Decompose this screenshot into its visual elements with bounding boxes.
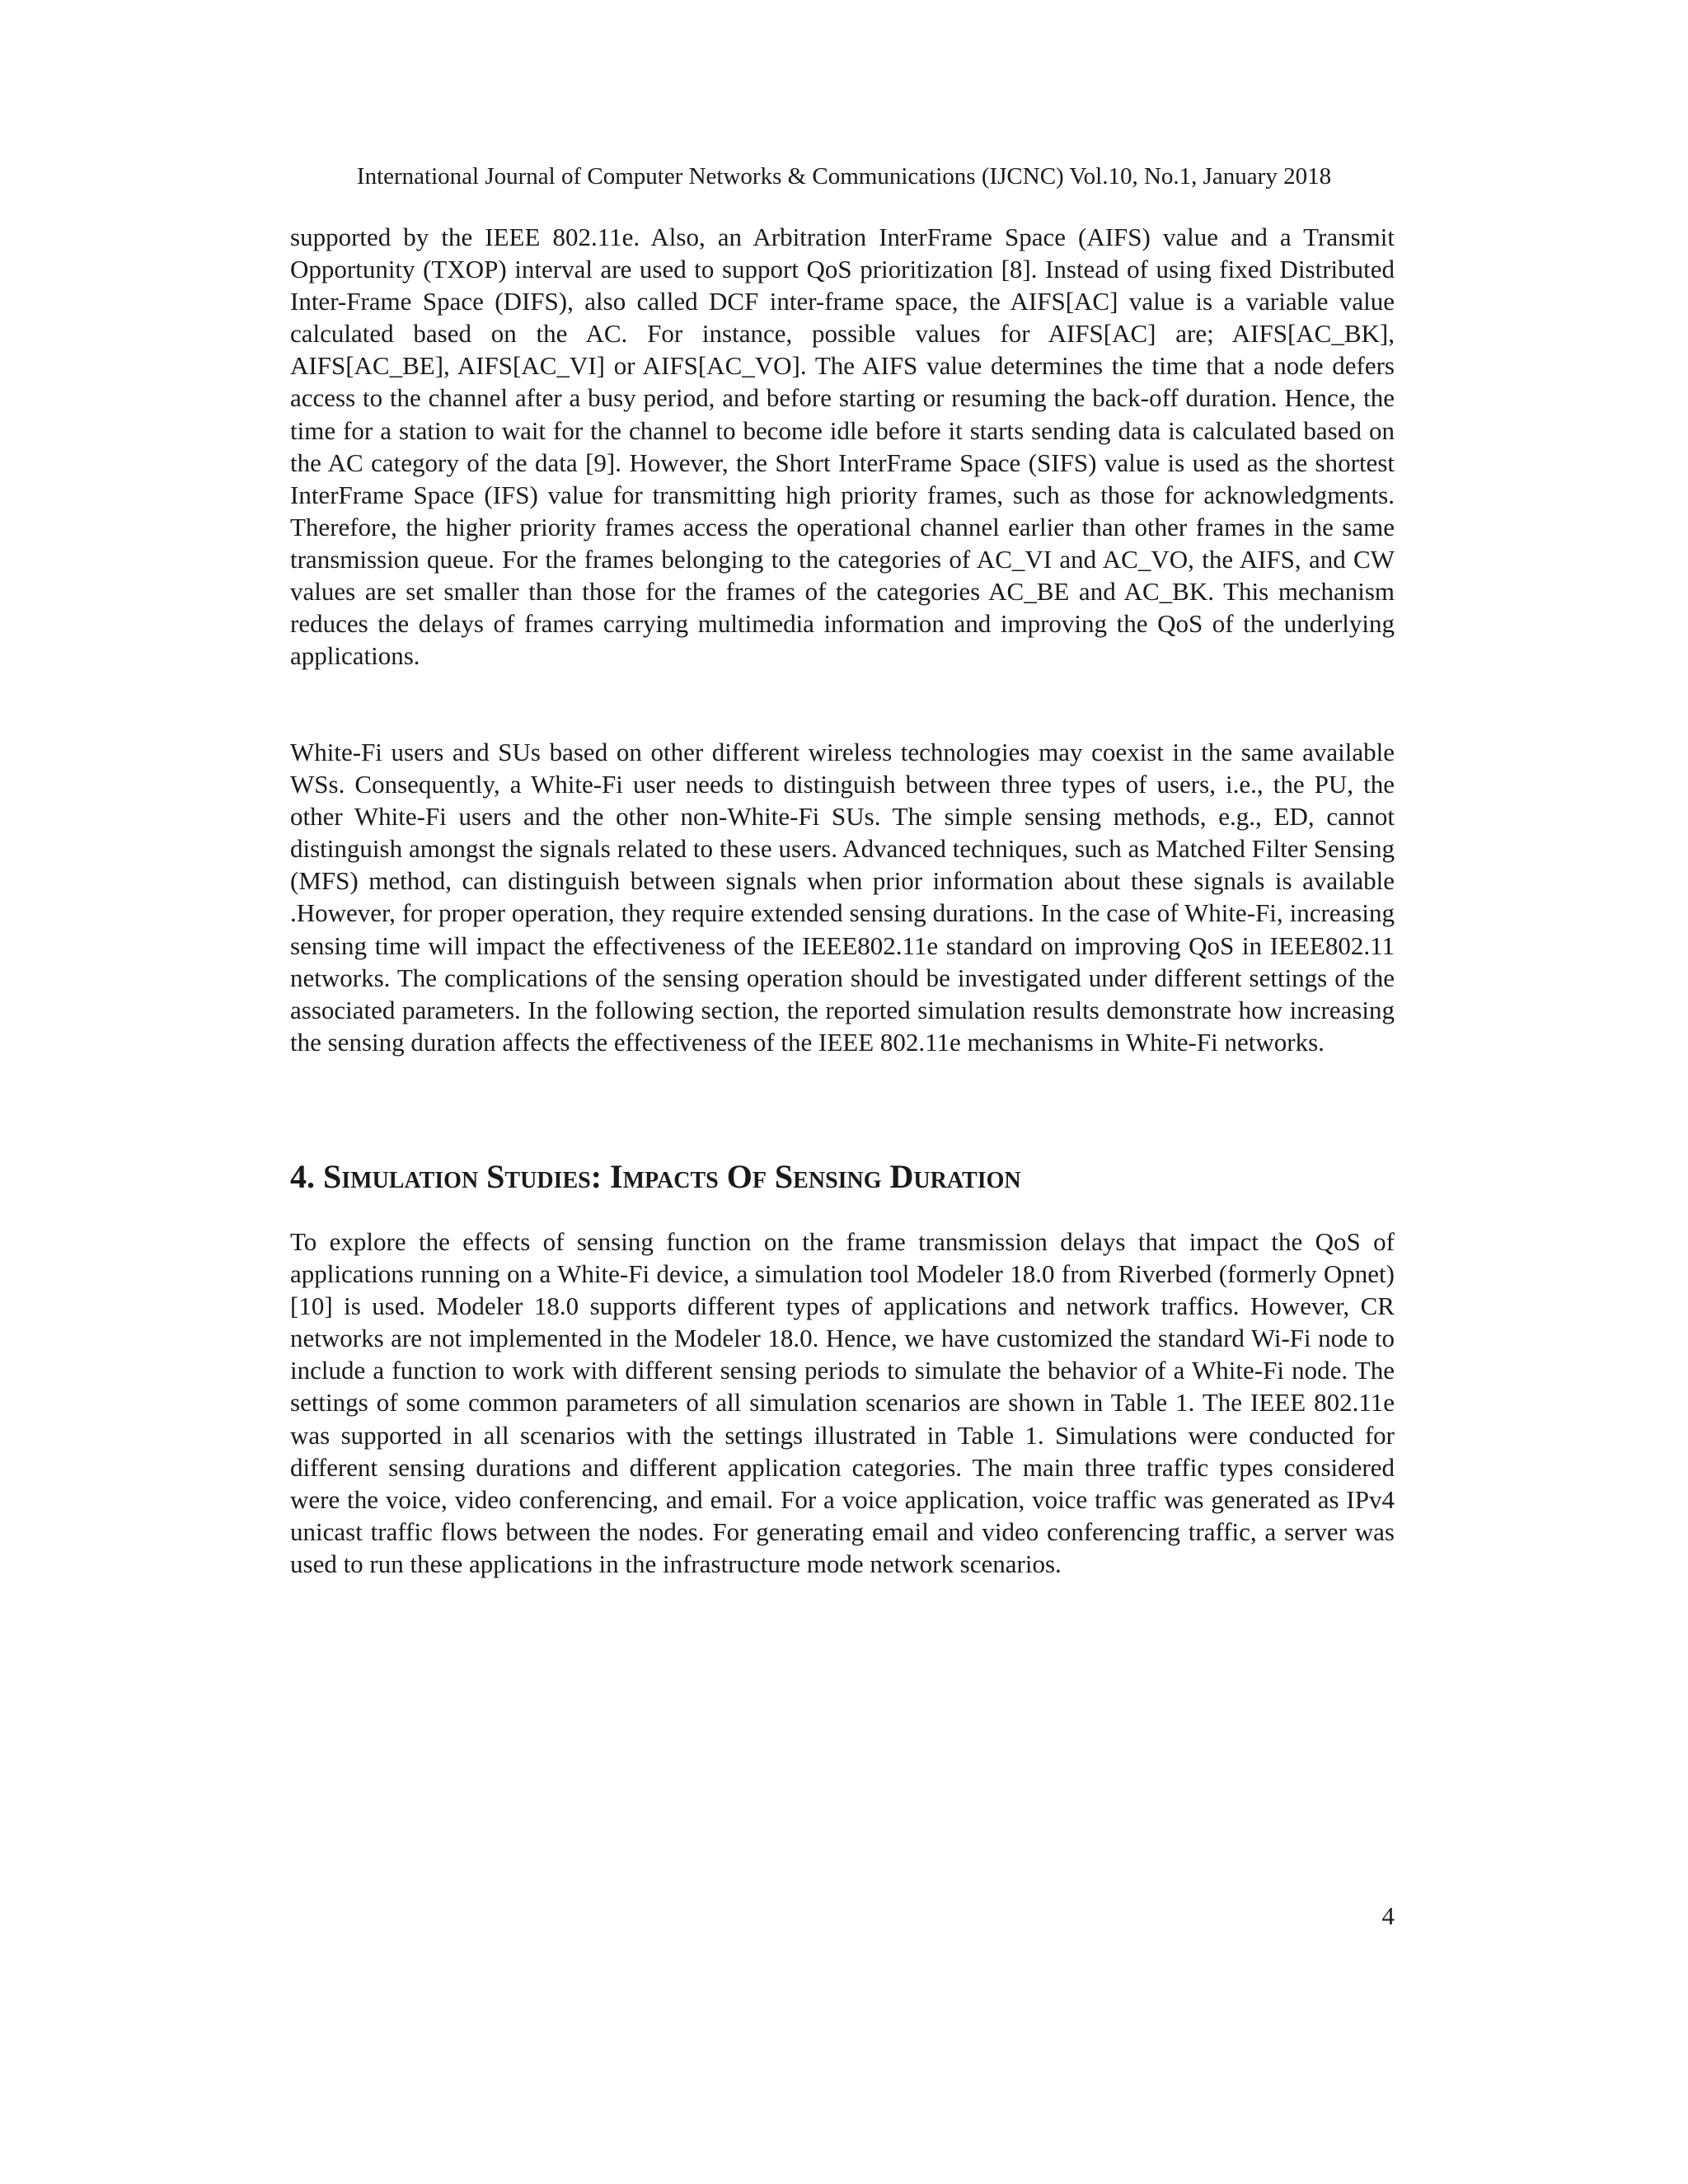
paragraph-aifs [290, 221, 1395, 672]
paragraph-text: supported by the IEEE 802.11e. Also, an Arbitration InterFrame Space (AIFS) value and a Transmit Opportunity (TXOP) interval are used to support QoS prioritization [8]. Instead of using fixed Distributed Inter-Frame Space (DIFS), also called DCF inter-frame space, the AIFS[AC] value is a variable value calculated based on the AC. For instance, possible values for AIFS[AC] are; AIFS[AC_BK], AIFS[AC_BE], AIFS[AC_VI] or AIFS[AC_VO]. The AIFS value determines the time that a node defers access to the channel after a busy period, and before starting or resuming the back-off duration. Hence, the time for a station to wait for the channel to become idle before it starts sending data is calculated based on the AC category of the data [9]. However, the Short InterFrame Space (SIFS) value is used as the shortest InterFrame Space (IFS) value for transmitting high priority frames, such as those for acknowledgments. Therefore, the higher priority frames access the operational channel earlier than other frames in the same transmission queue. For the frames belonging to the categories of AC_VI and AC_VO, the AIFS, and CW values are set smaller than those for the frames of the categories AC_BE and AC_BK. This mechanism reduces the delays of frames carrying multimedia information and improving the QoS of the underlying applications. [290, 223, 1395, 671]
paragraph-simulation-setup [290, 1226, 1395, 1580]
paragraph-white-fi-users [290, 736, 1395, 1058]
paragraph-text: To explore the effects of sensing function on the frame transmission delays that impact the QoS of applications running on a White-Fi device, a simulation tool Modeler 18.0 from Riverbed (formerly Opnet) [10] is used. Modeler 18.0 supports different types of applications and network traffics. However, CR networks are not implemented in the Modeler 18.0. Hence, we have customized the standard Wi-Fi node to include a function to work with different sensing periods to simulate the behavior of a White-Fi node. The settings of some common parameters of all simulation scenarios are shown in Table 1. The IEEE 802.11e was supported in all scenarios with the settings illustrated in Table 1. Simulations were conducted for different sensing durations and different application categories. The main three traffic types considered were the voice, video conferencing, and email. For a voice application, voice traffic was generated as IPv4 unicast traffic flows between the nodes. For generating email and video conferencing traffic, a server was used to run these applications in the infrastructure mode network scenarios. [290, 1227, 1395, 1578]
section-heading [290, 1158, 1021, 1196]
section-title: Simulation Studies: Impacts Of Sensing Duration [323, 1158, 1021, 1195]
paragraph-text: White-Fi users and SUs based on other different wireless technologies may coexist in the same available WSs. Consequently, a White-Fi user needs to distinguish between three types of users, i.e., the PU, the other White-Fi users and the other non-White-Fi SUs. The simple sensing methods, e.g., ED, cannot distinguish amongst the signals related to these users. Advanced techniques, such as Matched Filter Sensing (MFS) method, can distinguish between signals when prior information about these signals is available .However, for proper operation, they require extended sensing durations. In the case of White-Fi, increasing sensing time will impact the effectiveness of the IEEE802.11e standard on improving QoS in IEEE802.11 networks. The complications of the sensing operation should be investigated under different settings of the associated parameters. In the following section, the reported simulation results demonstrate how increasing the sensing duration affects the effectiveness of the IEEE 802.11e mechanisms in White-Fi networks. [290, 738, 1395, 1057]
page-number: 4 [1381, 1901, 1395, 1930]
running-header: International Journal of Computer Networks & Communications (IJCNC) Vol.10, No.1, January 2018 [356, 163, 1332, 190]
section-number: 4. [290, 1158, 315, 1195]
